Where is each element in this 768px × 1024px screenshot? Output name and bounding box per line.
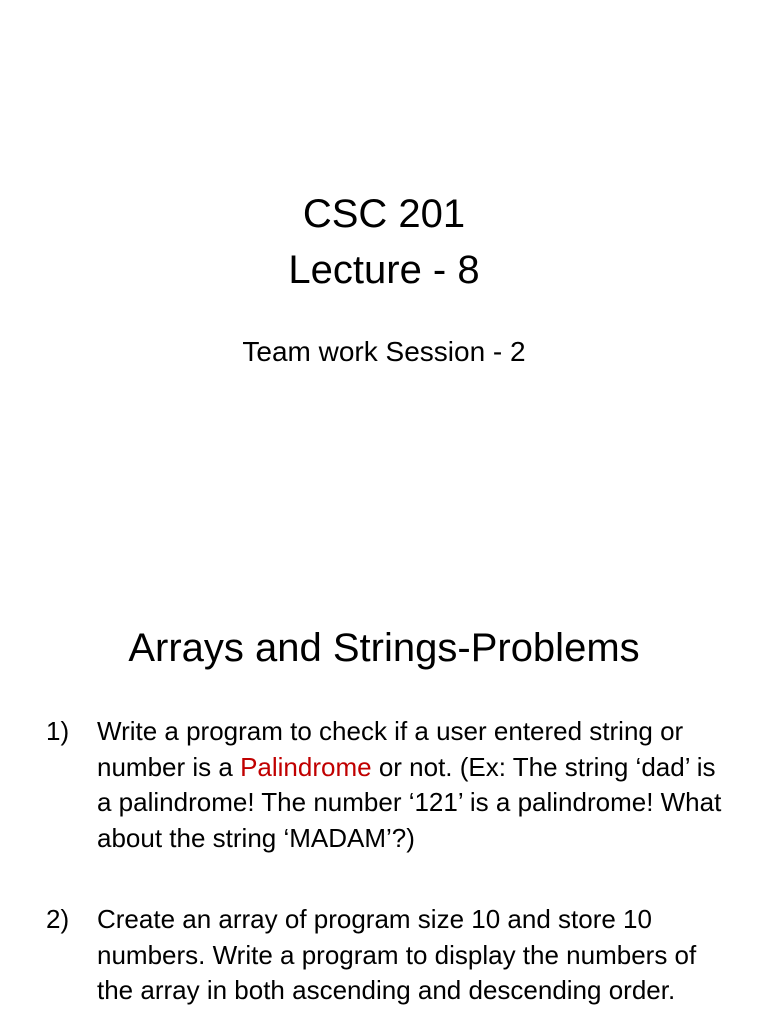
problem-text: Create an array of program size 10 and store 10 numbers. Write a program to display the numbers of the array in both ascending and descending order.: [97, 904, 697, 1005]
problem-item-2: [46, 902, 726, 1009]
lecture-title: Lecture - 8: [288, 248, 480, 292]
problem-number: 1): [46, 716, 70, 746]
problem-text-part: or not. (Ex: The string ‘dad’ is a palindrome! The number ‘121’ is a palindrome! What about the string ‘MADAM’?): [97, 751, 722, 853]
problem-text: [97, 714, 726, 856]
session-subtitle: Team work Session - 2: [242, 336, 526, 367]
course-title: CSC 201: [302, 192, 466, 236]
problem-number: 2): [46, 904, 70, 934]
slide-heading: Arrays and Strings-Problems: [128, 626, 640, 670]
problem-text-part: Write a program to check if a user entered string or number is a: [97, 716, 684, 782]
palindrome-highlight: Palindrome: [240, 751, 372, 782]
problem-item-1: [46, 714, 726, 856]
problems-slide: [0, 512, 768, 1024]
